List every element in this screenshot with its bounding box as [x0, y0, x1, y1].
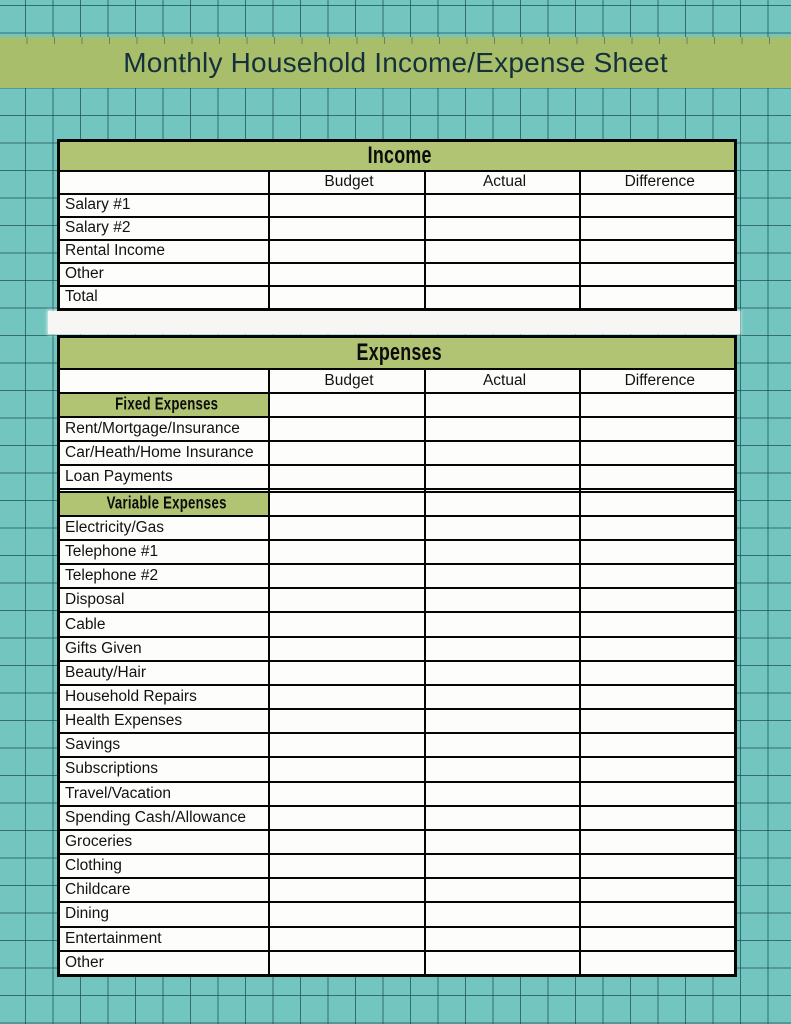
budget-cell[interactable] [269, 564, 425, 588]
row-label: Other [59, 263, 269, 286]
row-label: Car/Heath/Home Insurance [59, 441, 269, 465]
difference-cell[interactable] [580, 685, 736, 709]
actual-cell[interactable] [425, 902, 580, 926]
actual-cell[interactable] [425, 441, 580, 465]
row-label: Total [59, 286, 269, 310]
budget-cell[interactable] [269, 757, 425, 781]
difference-cell[interactable] [580, 588, 736, 612]
actual-cell[interactable] [425, 588, 580, 612]
actual-cell[interactable] [425, 927, 580, 951]
actual-cell[interactable] [425, 661, 580, 685]
table-row [59, 393, 736, 417]
difference-cell[interactable] [580, 951, 736, 976]
difference-cell[interactable] [580, 854, 736, 878]
expenses-col-empty [59, 369, 269, 393]
row-label: Salary #2 [59, 217, 269, 240]
table-row [59, 951, 736, 976]
difference-cell[interactable] [580, 709, 736, 733]
difference-cell[interactable] [580, 194, 736, 217]
actual-cell[interactable] [425, 194, 580, 217]
budget-cell[interactable] [269, 951, 425, 976]
row-label: Salary #1 [59, 194, 269, 217]
actual-cell[interactable] [425, 830, 580, 854]
expenses-col-budget: Budget [269, 369, 425, 393]
income-title-row [59, 141, 736, 171]
table-row [59, 733, 736, 757]
section-separator [48, 311, 740, 334]
row-label: Disposal [59, 588, 269, 612]
income-column-header-row [59, 171, 736, 194]
difference-cell[interactable] [580, 637, 736, 661]
table-row [59, 240, 736, 263]
row-label: Telephone #2 [59, 564, 269, 588]
row-label: Entertainment [59, 927, 269, 951]
table-row [59, 612, 736, 636]
difference-cell[interactable] [580, 417, 736, 441]
actual-cell[interactable] [425, 465, 580, 489]
difference-cell[interactable] [580, 902, 736, 926]
section-header-cell [59, 393, 269, 417]
actual-cell[interactable] [425, 263, 580, 286]
table-row [59, 709, 736, 733]
budget-cell[interactable] [269, 782, 425, 806]
actual-cell[interactable] [425, 240, 580, 263]
table-row [59, 417, 736, 441]
table-row [59, 441, 736, 465]
difference-cell[interactable] [580, 492, 736, 516]
table-row [59, 540, 736, 564]
difference-cell[interactable] [580, 782, 736, 806]
title-band [0, 37, 791, 88]
section-header-label: Fixed Expenses [114, 394, 218, 414]
table-row [59, 263, 736, 286]
row-label: Other [59, 951, 269, 976]
budget-cell[interactable] [269, 806, 425, 830]
actual-cell[interactable] [425, 951, 580, 976]
budget-cell[interactable] [269, 854, 425, 878]
income-col-budget: Budget [269, 171, 425, 194]
income-table-title: Income [367, 142, 432, 169]
actual-cell[interactable] [425, 637, 580, 661]
table-row [59, 637, 736, 661]
budget-cell[interactable] [269, 417, 425, 441]
actual-cell[interactable] [425, 878, 580, 902]
expenses-column-header-row [59, 369, 736, 393]
difference-cell[interactable] [580, 441, 736, 465]
table-row [59, 465, 736, 489]
table-row [59, 902, 736, 926]
table-row [59, 588, 736, 612]
section-header-cell [59, 492, 269, 516]
budget-cell[interactable] [269, 263, 425, 286]
difference-cell[interactable] [580, 757, 736, 781]
row-label: Clothing [59, 854, 269, 878]
row-label: Savings [59, 733, 269, 757]
budget-cell[interactable] [269, 194, 425, 217]
income-col-empty [59, 171, 269, 194]
table-row [59, 757, 736, 781]
row-label: Childcare [59, 878, 269, 902]
difference-cell[interactable] [580, 540, 736, 564]
difference-cell[interactable] [580, 733, 736, 757]
row-label: Household Repairs [59, 685, 269, 709]
table-row [59, 564, 736, 588]
budget-cell[interactable] [269, 492, 425, 516]
actual-cell[interactable] [425, 612, 580, 636]
actual-cell[interactable] [425, 492, 580, 516]
row-label: Electricity/Gas [59, 516, 269, 540]
difference-cell[interactable] [580, 240, 736, 263]
budget-cell[interactable] [269, 240, 425, 263]
budget-cell[interactable] [269, 286, 425, 310]
table-row [59, 516, 736, 540]
table-row [59, 492, 736, 516]
table-row [59, 927, 736, 951]
difference-cell[interactable] [580, 661, 736, 685]
difference-cell[interactable] [580, 806, 736, 830]
row-label: Groceries [59, 830, 269, 854]
difference-cell[interactable] [580, 393, 736, 417]
income-title-cell [59, 141, 736, 171]
actual-cell[interactable] [425, 806, 580, 830]
row-label: Dining [59, 902, 269, 926]
expenses-title-row [59, 337, 736, 369]
difference-cell[interactable] [580, 830, 736, 854]
row-label: Loan Payments [59, 465, 269, 489]
budget-cell[interactable] [269, 927, 425, 951]
actual-cell[interactable] [425, 417, 580, 441]
expenses-table [57, 335, 737, 977]
table-row [59, 782, 736, 806]
budget-cell[interactable] [269, 516, 425, 540]
budget-cell[interactable] [269, 637, 425, 661]
actual-cell[interactable] [425, 757, 580, 781]
income-col-actual: Actual [425, 171, 580, 194]
actual-cell[interactable] [425, 564, 580, 588]
row-label: Rental Income [59, 240, 269, 263]
budget-cell[interactable] [269, 878, 425, 902]
difference-cell[interactable] [580, 516, 736, 540]
expenses-col-difference: Difference [580, 369, 736, 393]
row-label: Cable [59, 612, 269, 636]
budget-cell[interactable] [269, 830, 425, 854]
table-row [59, 661, 736, 685]
actual-cell[interactable] [425, 685, 580, 709]
budget-cell[interactable] [269, 217, 425, 240]
difference-cell[interactable] [580, 927, 736, 951]
row-label: Gifts Given [59, 637, 269, 661]
difference-cell[interactable] [580, 217, 736, 240]
difference-cell[interactable] [580, 263, 736, 286]
budget-cell[interactable] [269, 393, 425, 417]
actual-cell[interactable] [425, 782, 580, 806]
row-label: Telephone #1 [59, 540, 269, 564]
expenses-table-title: Expenses [356, 338, 443, 366]
difference-cell[interactable] [580, 612, 736, 636]
table-row [59, 217, 736, 240]
budget-cell[interactable] [269, 612, 425, 636]
actual-cell[interactable] [425, 733, 580, 757]
table-row [59, 286, 736, 310]
budget-cell[interactable] [269, 465, 425, 489]
budget-cell[interactable] [269, 733, 425, 757]
row-label: Subscriptions [59, 757, 269, 781]
row-label: Rent/Mortgage/Insurance [59, 417, 269, 441]
budget-cell[interactable] [269, 441, 425, 465]
section-header-label: Variable Expenses [106, 493, 227, 513]
difference-cell[interactable] [580, 465, 736, 489]
actual-cell[interactable] [425, 516, 580, 540]
table-row [59, 830, 736, 854]
expenses-title-cell [59, 337, 736, 369]
actual-cell[interactable] [425, 393, 580, 417]
table-row [59, 878, 736, 902]
row-label: Travel/Vacation [59, 782, 269, 806]
budget-cell[interactable] [269, 902, 425, 926]
budget-cell[interactable] [269, 661, 425, 685]
actual-cell[interactable] [425, 217, 580, 240]
budget-cell[interactable] [269, 588, 425, 612]
actual-cell[interactable] [425, 286, 580, 310]
row-label: Beauty/Hair [59, 661, 269, 685]
table-row [59, 194, 736, 217]
budget-cell[interactable] [269, 709, 425, 733]
difference-cell[interactable] [580, 564, 736, 588]
expenses-col-actual: Actual [425, 369, 580, 393]
page-title: Monthly Household Income/Expense Sheet [123, 46, 668, 78]
table-row [59, 854, 736, 878]
row-label: Spending Cash/Allowance [59, 806, 269, 830]
difference-cell[interactable] [580, 286, 736, 310]
actual-cell[interactable] [425, 540, 580, 564]
budget-cell[interactable] [269, 540, 425, 564]
difference-cell[interactable] [580, 878, 736, 902]
actual-cell[interactable] [425, 854, 580, 878]
actual-cell[interactable] [425, 709, 580, 733]
row-label: Health Expenses [59, 709, 269, 733]
budget-cell[interactable] [269, 685, 425, 709]
table-row [59, 685, 736, 709]
table-row [59, 806, 736, 830]
income-col-difference: Difference [580, 171, 736, 194]
income-table [57, 139, 737, 311]
